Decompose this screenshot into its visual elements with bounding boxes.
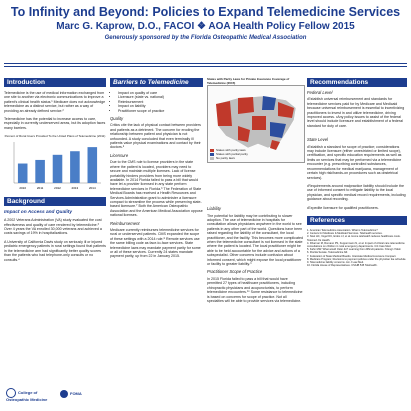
licensure-paragraph: Due to the CMS rule to license providers in the state where the patient is located, providers may need to secure and maintain multiple licenses. Lack of license portability hinders providers from being more widely available. In 2014 Florida failed to pass a bill that would have let a provider licensed in any state perform telemedicine services in Florida.⁶ The Federation of State Medical Boards has received a Health Resources and Services Administration grant to administer a licensure compact to streamline the process while preserving state-based licensure.⁷ Both the American Osteopathic Association and the American Medical Association oppose national licenses. (110, 160, 203, 218)
legend-item (210, 156, 248, 160)
college-logo (6, 388, 56, 403)
reimbursement-paragraph: Medicare currently reimburses telemedicine services for rural or underserved patients. CMS expanded the scope of these settings with a 2014 rule.⁸ Remote services use the same billing code as face-to-face services. State telemedicine laws may mandate payment parity for some or all of these services. Currently 24 states mandate payment parity, up from 22 in January 2015. (110, 227, 201, 259)
chart-title: Percent of Rural Users Provided To the United Plans of Telemedicine (2011) (4, 134, 106, 139)
list-item: • Impact on quality of care (118, 91, 203, 95)
poster-title: To Infinity and Beyond: Policies to Expand Telemedicine Services (10, 5, 401, 19)
map-title: States with Parity Laws for Private Insurance Coverage of Telemedicine (2015) (207, 77, 290, 85)
list-item: • Practitioner scope of practice (118, 109, 203, 113)
intro-paragraph-2: Telemedicine has the potential to increase access to care, especially in currently underserved areas, but its adoption faces many barriers. (4, 117, 106, 130)
list-item: 3. Noel HC, Vogel DC, Erdos JJ, et al. Home telehealth reduces healthcare costs. Telemed J E Health. (307, 235, 401, 242)
poster-sponsor: Generously sponsored by the Florida Osteopathic Medical Association (104, 35, 307, 41)
chart-bar (18, 163, 28, 182)
federal-paragraph: •Establish universal reimbursement and standards for telemedicine services paid for by Medicare and Medicaid because universal reimbursement is essential to incentivizing practitioners to invest in and utilize telemedicine, driving improved access. •Any policy issues to assist of the federal level should include licensure and establishment of a federal standard for duty of care. (307, 97, 405, 128)
foma-logo-text: FOMA (70, 391, 82, 397)
parity-map (207, 78, 303, 163)
x-tick-label: 2010 (19, 185, 27, 190)
list-item: 9. Telemedicine liability concerns. Am J Law Med. (307, 260, 364, 264)
foma-seal-icon (60, 390, 68, 398)
column-1 (4, 78, 106, 266)
liability-paragraph: The potential for liability may be contributing to slower adoption. The use of telemedicine in hospitals for consultation allows physicians anywhere in the world to see patients in any other part of the world. Questions have been raised regarding the liability of the consultant, the local practitioner, and the facility. This becomes more complicated when the telemedicine consultant is not licensed in the state where the patient is located. The local practitioner might be able to be held accountable for the advice and actions of a subspecialist. Other concerns include confusion about informed consent, which might expose the local practitioner or facility to greater liability.⁹ (207, 213, 303, 267)
barriers-list (118, 91, 203, 113)
college-logo-text: College of Osteopathic Medicine (6, 390, 48, 402)
foma-logo (60, 390, 104, 398)
reimbursement-heading: Reimbursement (110, 220, 140, 226)
chart-bar (70, 151, 80, 183)
background-paragraph-1: A 2002 Veterans Administration (VA) study evaluated the cost effectiveness and quality of care rendered by telemedicine.³ Over 4 years the VA enrolled 30,000 veterans and achieved a costs savings of 19% in hospitalizations. (4, 218, 102, 236)
list-item: 8. Medicare Program; Revisions to payment policies under the physician fee schedule. (307, 257, 407, 261)
bar-chart-svg (4, 139, 104, 191)
scope-heading: Practitioner Scope of Practice (207, 269, 263, 275)
list-item: 4. Dharmar M, Romano PS, Kuppermann N, et al. Impact of critical care telemedicine consultations on children in rural emergency departments. Crit Care Med. (307, 241, 405, 248)
us-map (207, 85, 305, 163)
references-list (307, 229, 407, 267)
list-item: • Licensure (state vs. national) (118, 95, 203, 99)
logos (6, 388, 106, 408)
header-divider (4, 63, 407, 64)
liability-heading: Liability (207, 206, 221, 212)
chart-bar (88, 147, 98, 183)
list-item: 2. Centers for Medicare & Medicaid Services. Telehealth services. (307, 232, 383, 236)
quality-heading: Quality (110, 116, 124, 122)
legend-label: States with parity laws (216, 148, 246, 153)
state-paragraph-3: •Expedite licensure for qualified practitioners. (307, 205, 379, 210)
background-paragraph-2: A University of California Davis study on seriously ill or injured pediatric emergency patients in rural settings found that patients in the telemedicine arm had significantly better quality scores than the patients who had telephone-only consults or no consults.⁴ (4, 239, 106, 262)
column-4 (307, 78, 407, 267)
quality-paragraph: Critics cite the lack of physical contact between providers and patients as a detriment. The concern for eroding the relationship between patient and physician is not unfounded. A study concluded that even terminally ill patients value physical examinations and contact by their doctors.⁵ (110, 123, 201, 150)
state-paragraph-1: •Establish a standard for scope of practice; considerations may include licensure (either unrestricted or limited scope), certification, and specific education requirements as well as limits on services that may be performed via a telemedicine encounter (e.g. prescribing controlled substances, recommendations for medical marijuana, management of certain high risk/hands-on procedures such as obstetrical services). (307, 144, 402, 180)
chart-bar (53, 155, 63, 183)
list-item: 7. Federation of State Medical Boards. Interstate Medical Licensure Compact. (307, 254, 397, 258)
scope-paragraph: In 2015 Florida failed to pass a bill that would have permitted 27 types of healthcare practitioners, including chiropractic physicians and acupuncturists, to perform telemedicine encounters.¹⁰ Some resistance to telemedicine is based on concerns for scope of practice. Not all specialties will be able to provide services via telemedicine. (207, 276, 303, 303)
x-tick-label: 2014 (88, 185, 96, 190)
references-heading: References (307, 216, 407, 225)
x-tick-label: 2013 (71, 185, 79, 190)
licensure-heading: Licensure (110, 152, 129, 158)
state-paragraph-2: •Requirements around malpractice liability should include the use of informed consent to mitigate liability to the local physician, and specific medical record requirements, including guidance about recording. (307, 183, 406, 202)
federal-heading: Federal Level (307, 90, 333, 95)
list-item: 6. Florida Senate. Telemedicine bill. (307, 251, 348, 255)
legend-label: States with partial parity (216, 152, 248, 157)
column-3 (207, 78, 303, 307)
list-item: 5. Kahn MW. What would Osler do? Learning from difficult patients. N Engl J Med. (307, 248, 402, 252)
x-tick-label: 2011 (36, 185, 44, 190)
intro-heading: Introduction (4, 78, 106, 87)
map-legend (210, 148, 248, 160)
header-divider-2 (4, 66, 407, 67)
poster-header (0, 0, 411, 60)
state-heading: State Level (307, 137, 328, 143)
list-item: • Impact on liability (118, 104, 203, 108)
chart-bar (35, 160, 45, 183)
bar-chart (4, 135, 106, 192)
x-tick-label: 2012 (54, 185, 61, 190)
background-heading: Background (4, 197, 106, 206)
column-2 (110, 78, 203, 263)
list-item: 1. American Telemedicine Association. What is Telemedicine? (307, 228, 378, 232)
intro-paragraph-1: Telemedicine is the use of medical information exchanged from one site to another via electronic communications to improve a patient's clinical health status.¹ Medicare does not acknowledge telemedicine as a distinct service, but rather as a way of providing an already defined service.² (4, 91, 106, 113)
poster-authors: Marc G. Kaprow, D.O., FACOI ❖ AOA Health Policy Fellow 2015 (56, 21, 355, 32)
background-subtitle: Impact on Access and Quality (4, 210, 73, 216)
list-item: • Reimbursement (118, 100, 203, 104)
barriers-heading: Barriers to Telemedicine (110, 78, 203, 87)
legend-label: No parity laws (216, 156, 235, 161)
list-item: 10. Florida House of Representatives. CS/HB 545 Telehealth. (307, 264, 378, 268)
recommendations-heading: Recommendations (307, 78, 407, 87)
